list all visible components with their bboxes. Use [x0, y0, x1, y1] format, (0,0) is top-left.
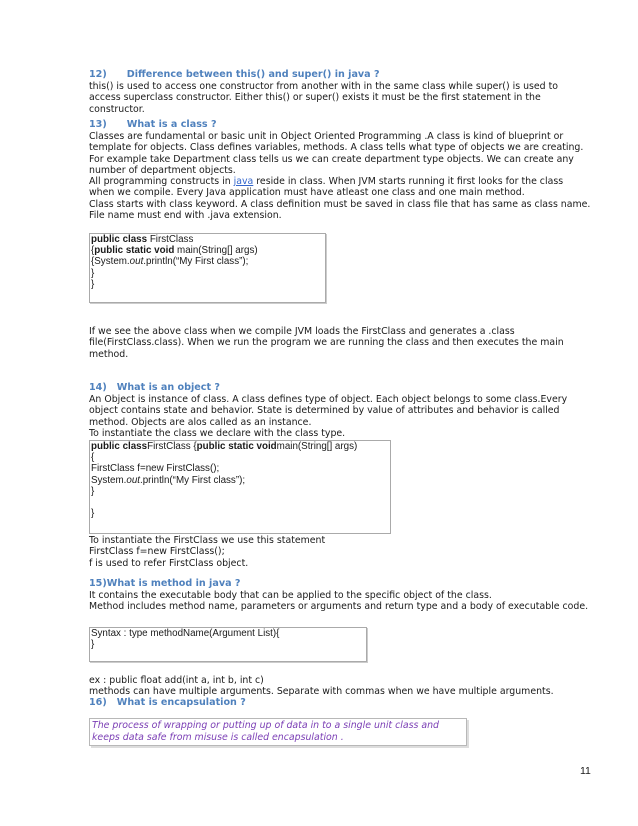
text-line: object contains state and behavior. State is determined by value of attributes and behavior is called: [89, 405, 560, 417]
page-number: 11: [580, 765, 591, 777]
code-italic: out: [129, 256, 144, 268]
paragraph-after-code-1: [89, 326, 609, 360]
text-segment: All programming constructs in: [89, 176, 234, 188]
text-line: ex : public float add(int a, int b, int c): [89, 675, 264, 686]
text-line: when we compile. Every Java application must have atleast one class and one main method.: [89, 187, 525, 199]
code-line: [91, 475, 390, 486]
code-line: [91, 497, 390, 508]
code-block-instantiate: [89, 440, 391, 534]
text-line: Classes are fundamental or basic unit in Object Oriented Programming .A class is kind of blueprint or: [89, 131, 564, 142]
heading-12: 12) Difference between this() and super() in java ?: [89, 69, 380, 80]
paragraph-13: [89, 131, 609, 221]
heading-14: 14) What is an object ?: [89, 382, 220, 393]
paragraph-12: [89, 81, 609, 115]
code-keyword: public static void: [94, 245, 175, 257]
quote-line: keeps data safe from misuse is called encapsulation .: [92, 732, 344, 743]
code-line: [91, 245, 325, 256]
heading-13: 13) What is a class ?: [89, 119, 217, 130]
code-text: main(String[] args): [174, 245, 258, 257]
syntax-box: [89, 627, 367, 662]
code-block-first-class: [89, 233, 326, 303]
text-line: access superclass constructor. Either this() or super() exists it must be the first statement in the: [89, 92, 541, 104]
code-line: }: [91, 508, 95, 520]
code-line: FirstClass f=new FirstClass();: [91, 463, 220, 475]
text-line: To instantiate the class we declare with the class type.: [89, 427, 346, 439]
code-text: {System.: [91, 256, 130, 268]
code-line: [91, 234, 325, 245]
text-line: method. Objects are alos called as an instance.: [89, 416, 312, 428]
code-line: }: [91, 639, 95, 651]
text-line: methods can have multiple arguments. Separate with commas when we have multiple arguments.: [89, 686, 554, 698]
code-line: [91, 256, 325, 267]
code-keyword: public static void: [196, 441, 277, 452]
code-line: }: [91, 278, 95, 290]
text-line: Class starts with class keyword. A class definition must be saved in class file that has same as class name.: [89, 198, 591, 210]
text-line: constructor.: [89, 103, 145, 115]
text-line: If we see the above class when we compile JVM loads the FirstClass and generates a .class: [89, 326, 515, 337]
text-line: file(FirstClass.class). When we run the program we are running the class and then executes the main: [89, 337, 564, 349]
code-line: {: [91, 452, 95, 464]
paragraph-after-syntax: [89, 675, 609, 698]
heading-15: 15)What is method in java ?: [89, 578, 241, 589]
text-line: this() is used to access one constructor from another with in the same class while super() is used to: [89, 81, 559, 92]
heading-16: 16) What is encapsulation ?: [89, 697, 246, 708]
code-keyword: public class: [91, 234, 148, 245]
code-keyword: public class: [91, 441, 148, 452]
paragraph-15: [89, 590, 609, 613]
text-line: For example take Department class tells us we can create department type objects. We can create any: [89, 153, 574, 165]
text-line: method.: [89, 348, 129, 360]
code-text: main(String[] args): [276, 441, 358, 452]
paragraph-after-code-2: [89, 535, 609, 569]
java-link[interactable]: java: [233, 176, 254, 188]
text-line: f is used to refer FirstClass object.: [89, 557, 249, 569]
text-line: template for objects. Class defines variables, methods. A class tells what type of objects we are creating.: [89, 142, 584, 154]
code-line: }: [91, 267, 95, 279]
text-line: To instantiate the FirstClass we use this statement: [89, 535, 326, 546]
text-line: [89, 176, 609, 187]
text-line: An Object is instance of class. A class defines type of object. Each object belongs to some class.Every: [89, 394, 568, 405]
code-line: Syntax : type methodName(Argument List){: [91, 628, 280, 639]
code-line: [91, 441, 390, 452]
text-line: File name must end with .java extension.: [89, 210, 282, 222]
paragraph-14: [89, 394, 609, 439]
code-text: System.: [91, 474, 127, 486]
text-line: It contains the executable body that can be applied to the specific object of the class.: [89, 590, 492, 601]
code-text: FirstClass: [147, 441, 194, 452]
text-segment: reside in class. When JVM starts running it first looks for the class: [253, 176, 564, 188]
text-line: FirstClass f=new FirstClass();: [89, 546, 225, 558]
code-text: .println(“My First class”);: [143, 256, 249, 268]
code-text: {: [193, 441, 197, 452]
text-line: number of department objects.: [89, 164, 236, 176]
text-line: Method includes method name, parameters or arguments and return type and a body of executable code.: [89, 601, 589, 613]
code-text: FirstClass: [147, 234, 194, 245]
quote-line: The process of wrapping or putting up of data in to a single unit class and: [92, 720, 439, 731]
code-text: .println(“My First class”);: [140, 474, 246, 486]
code-line: }: [91, 485, 95, 497]
encapsulation-quote-box: [89, 718, 467, 746]
code-italic: out: [126, 474, 141, 486]
code-text: {: [91, 245, 95, 257]
